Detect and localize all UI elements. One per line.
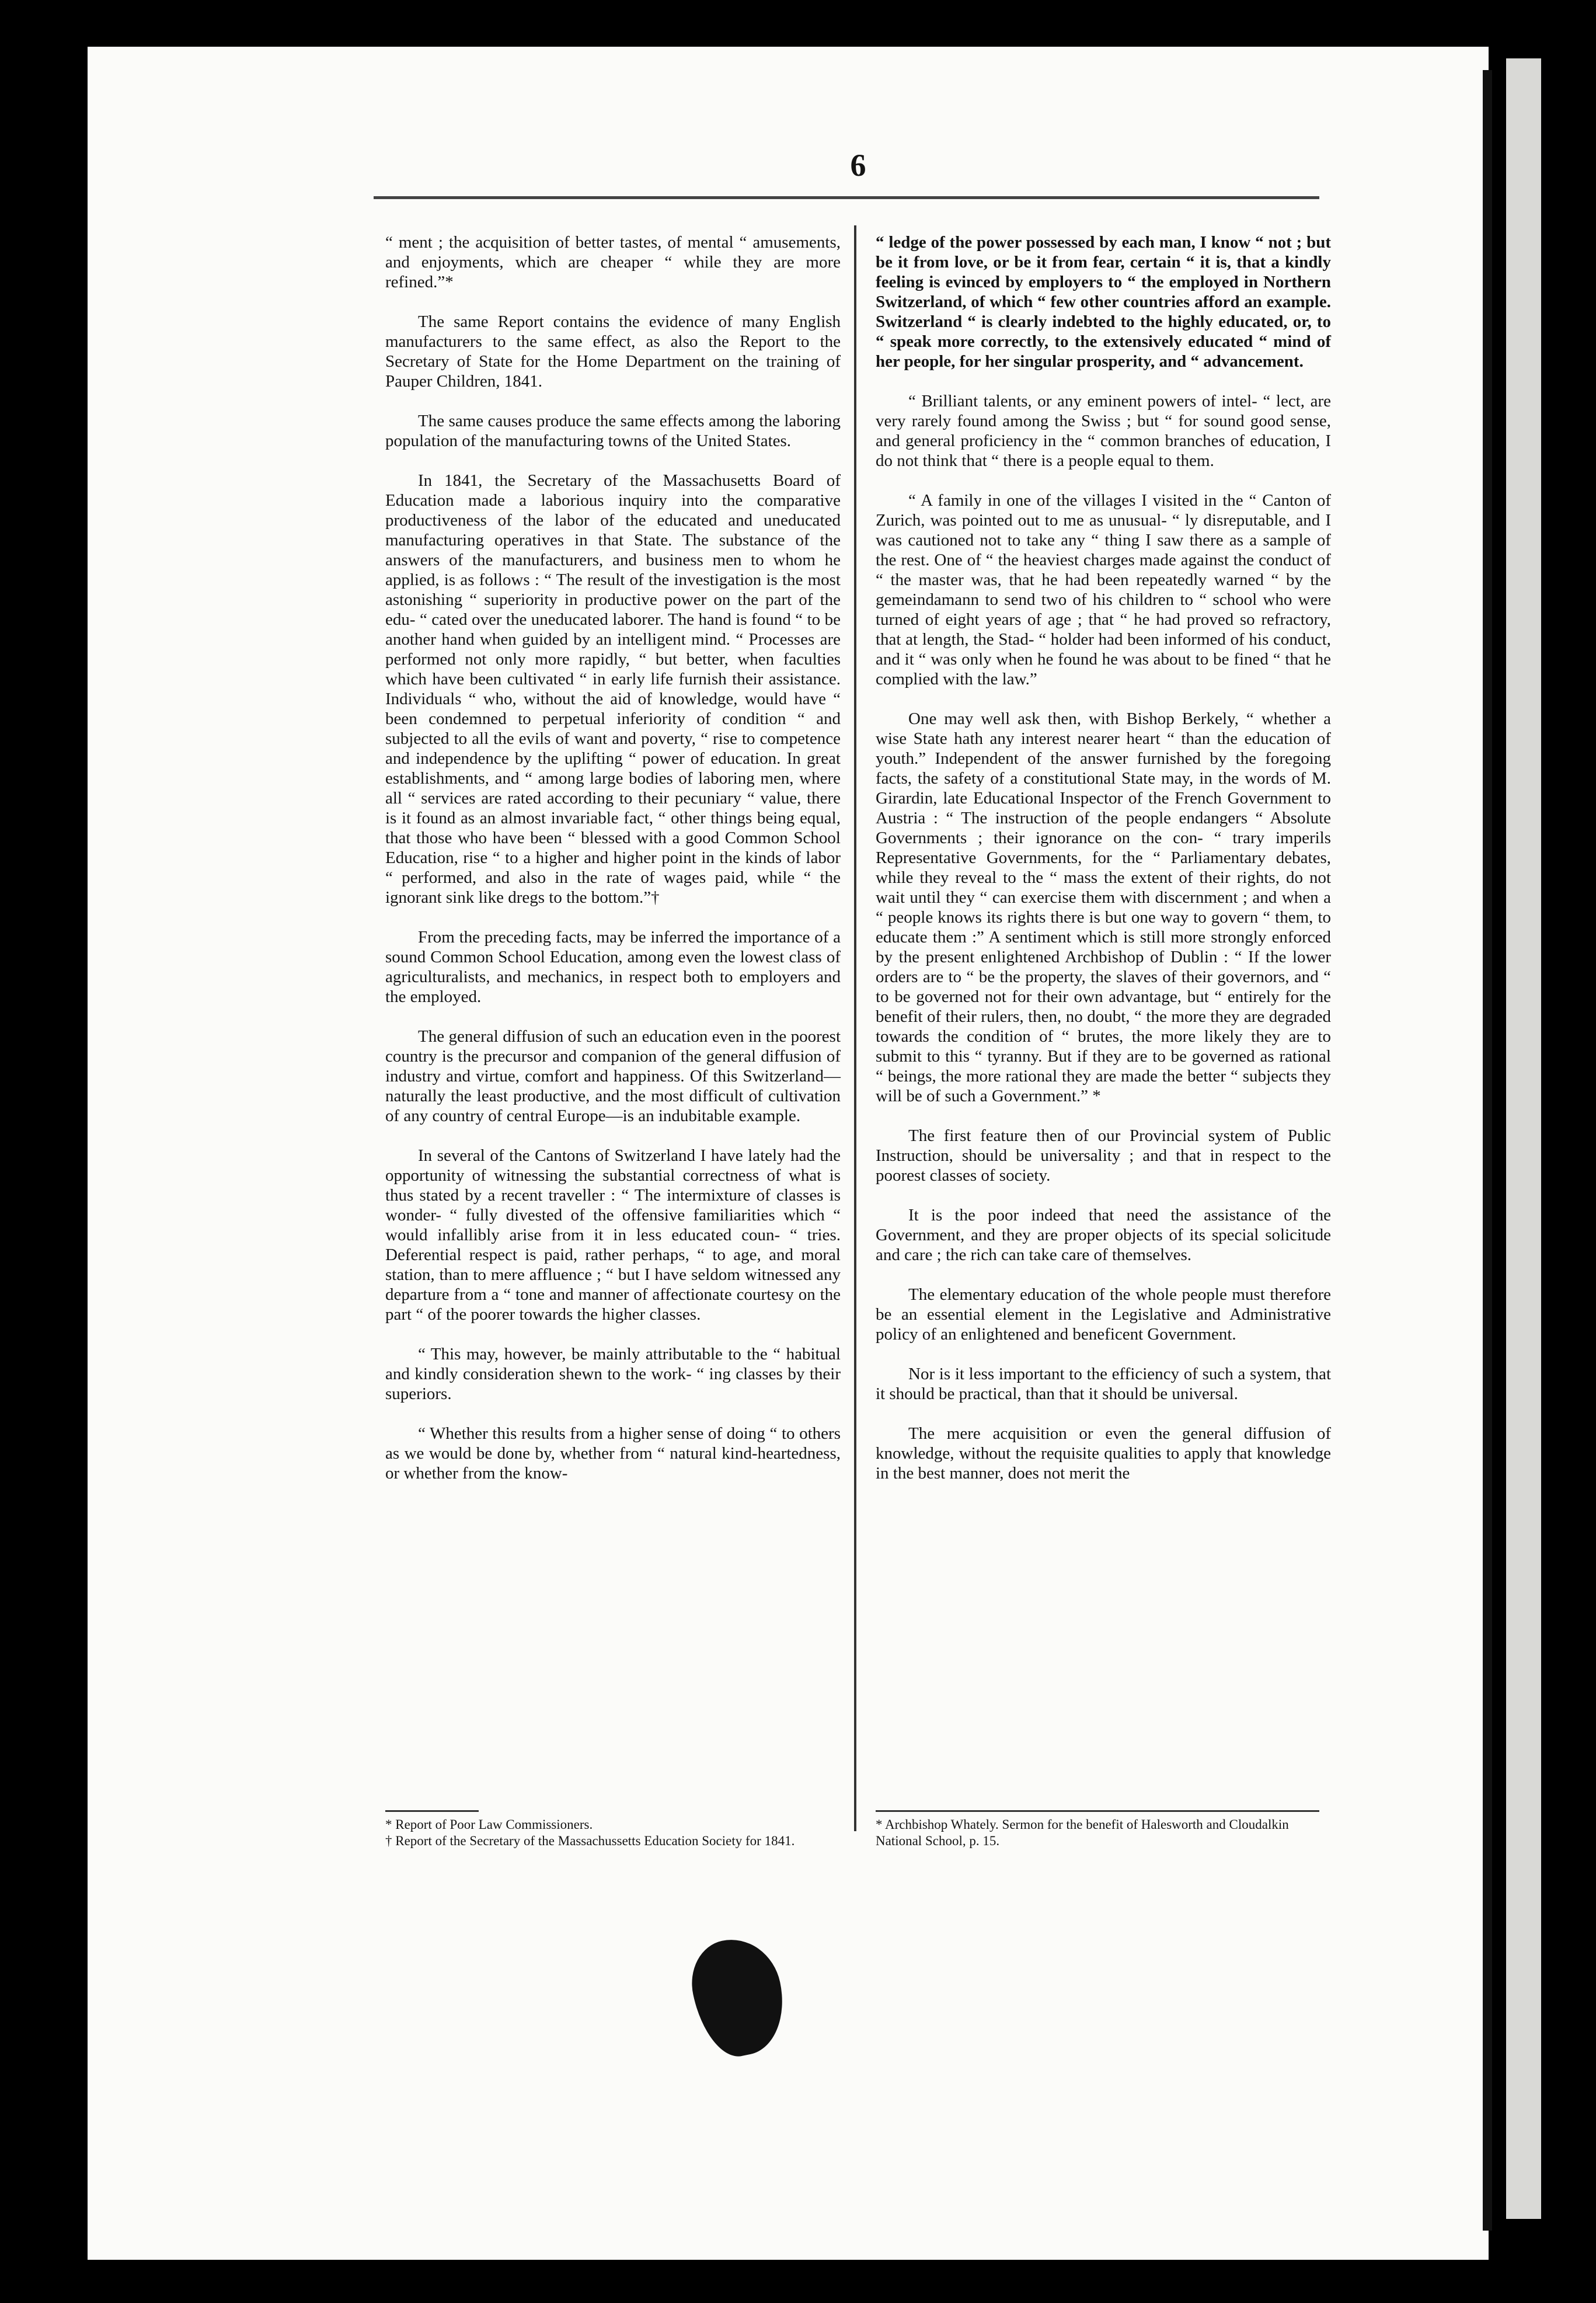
- column-separator: [854, 225, 856, 1831]
- paragraph: “ Brilliant talents, or any eminent powers of intel- “ lect, are very rarely found among the Swiss ; but “ for sound good sense, and general proficiency in the “ common branches of education, I do not think that “ there is a people equal to them.: [876, 392, 1331, 470]
- footnote: * Report of Poor Law Commissioners.: [385, 1817, 593, 1832]
- footnote: * Archbishop Whately. Sermon for the benefit of Halesworth and Cloudalkin National School, p. 15.: [876, 1817, 1289, 1848]
- paragraph: The elementary education of the whole people must therefore be an essential element in the Legislative and Administrative policy of an enlightened and beneficent Government.: [876, 1285, 1331, 1344]
- footnote-rule: [876, 1810, 1319, 1812]
- paragraph: “ ment ; the acquisition of better tastes, of mental “ amusements, and enjoyments, which are cheaper “ while they are more refined.”*: [385, 233, 841, 291]
- footnote-rule: [385, 1810, 479, 1812]
- page-edge-shadow: [1506, 58, 1541, 2219]
- paragraph: The same Report contains the evidence of many English manufacturers to the same effect, as also the Report to the Secretary of State for the Home Department on the training of Pauper Children, 1841.: [385, 312, 841, 391]
- paragraph: “ A family in one of the villages I visited in the “ Canton of Zurich, was pointed out to me as unusual- “ ly disreputable, and I was cautioned not to take any “ thing I saw there as a sample of the rest. One of “ the heaviest charges made against the conduct of “ the master was, that he had been repeatedly warned “ by the gemeindamann to send two of his children to “ school who were turned of eight years of age ; that “ he had proved so refractory, that at length, the Stad- “ holder had been informed of his conduct, and it “ was only when he found he was about to be fined “ that he complied with the law.”: [876, 491, 1331, 688]
- paragraph: The mere acquisition or even the general diffusion of knowledge, without the requisite qualities to apply that knowledge in the best manner, does not merit the: [876, 1424, 1331, 1483]
- right-column: [876, 232, 1331, 1503]
- footnote: † Report of the Secretary of the Massachussetts Education Society for 1841.: [385, 1834, 795, 1848]
- paragraph: In 1841, the Secretary of the Massachusetts Board of Education made a laborious inquiry into the comparative productiveness of the labor of the educated and uneducated manufacturing operatives in that State. The substance of the answers of the manufacturers, and business men to whom he applied, is as follows : “ The result of the investigation is the most astonishing “ superiority in productive power on the part of the edu- “ cated over the uneducated laborer. The hand is found “ to be another hand when guided by an intelligent mind. “ Processes are performed not only more rapidly, “ but better, when faculties which have been cultivated “ in early life furnish their assistance. Individuals “ who, without the aid of knowledge, would have “ been condemned to perpetual inferiority of condition “ and subjected to all the evils of want and poverty, “ rise to competence and independence by the uplifting “ power of education. In great establishments, and “ among large bodies of laboring men, where all “ services are rated according to their pecuniary “ value, there is it found as an almost invariable fact, “ other things being equal, that those who have been “ blessed with a good Common School Education, rise “ to a higher and higher point in the kinds of labor “ performed, and also in the rate of wages paid, while “ the ignorant sink like dregs to the bottom.”†: [385, 471, 841, 907]
- paragraph: The same causes produce the same effects among the laboring population of the manufacturing towns of the United States.: [385, 412, 841, 450]
- footnotes-left: [385, 1810, 841, 1849]
- page-number: 6: [850, 148, 866, 183]
- paragraph: “ ledge of the power possessed by each man, I know “ not ; but be it from love, or be it from fear, certain “ it is, that a kindly feeling is evinced by employers to “ the employed in Northern Switzerland, of which “ few other countries afford an example. Switzerland “ is clearly indebted to the highly educated, or, to “ speak more correctly, to the extensively educated “ mind of her people, for her singular prosperity, and “ advancement.: [876, 233, 1331, 371]
- page-edge-dark: [1483, 70, 1492, 2231]
- footnotes-right: [876, 1810, 1331, 1849]
- paragraph: “ Whether this results from a higher sense of doing “ to others as we would be done by, whether from “ natural kind-heartedness, or whether from the know-: [385, 1424, 841, 1483]
- paragraph: One may well ask then, with Bishop Berkely, “ whether a wise State hath any interest nearer heart “ than the education of youth.” Independent of the answer furnished by the foregoing facts, the safety of a constitutional State may, in the words of M. Girardin, late Educational Inspector of the French Government to Austria : “ The instruction of the people endangers “ Absolute Governments ; their ignorance on the con- “ trary imperils Representative Governments, for the “ Parliamentary debates, while they reveal to the “ mass the extent of their rights, do not wait until they “ can exercise them with discernment ; and when a “ people knows its rights there is but one way to govern “ them, to educate them :” A sentiment which is still more strongly enforced by the present enlightened Archbishop of Dublin : “ If the lower orders are to “ be the property, the slaves of their governors, and “ to be governed not for their own advantage, but “ entirely for the benefit of their rulers, then, no doubt, “ the more they are degraded towards the condition of “ brutes, the more likely they are to submit to this “ tyranny. But if they are to be governed as rational “ beings, the more rational they are made the better “ subjects they will be of such a Government.” *: [876, 709, 1331, 1105]
- header-rule: [374, 196, 1319, 199]
- paragraph: Nor is it less important to the efficiency of such a system, that it should be practical, than that it should be universal.: [876, 1365, 1331, 1403]
- paragraph: The general diffusion of such an education even in the poorest country is the precursor and companion of the general diffusion of industry and virtue, comfort and happiness. Of this Switzerland—naturally the least productive, and the most difficult of cultivation of any country of central Europe—is an indubitable example.: [385, 1027, 841, 1125]
- paragraph: The first feature then of our Provincial system of Public Instruction, should be universality ; and that in respect to the poorest classes of society.: [876, 1126, 1331, 1185]
- paragraph: From the preceding facts, may be inferred the importance of a sound Common School Education, among even the lowest class of agriculturalists, and mechanics, in respect both to employers and the employed.: [385, 928, 841, 1006]
- paragraph: It is the poor indeed that need the assistance of the Government, and they are proper objects of its special solicitude and care ; the rich can take care of themselves.: [876, 1206, 1331, 1264]
- left-column: [385, 232, 841, 1503]
- paragraph: In several of the Cantons of Switzerland I have lately had the opportunity of witnessing the substantial correctness of what is thus stated by a recent traveller : “ The intermixture of classes is wonder- “ fully divested of the offensive familiarities which “ would infallibly arise from it in less educated coun- “ tries. Deferential respect is paid, rather perhaps, “ to age, and moral station, than to mere affluence ; “ but I have seldom witnessed any departure from a “ tone and manner of affectionate courtesy on the part “ of the poorer towards the higher classes.: [385, 1146, 841, 1324]
- paragraph: “ This may, however, be mainly attributable to the “ habitual and kindly consideration shewn to the work- “ ing classes by their superiors.: [385, 1345, 841, 1403]
